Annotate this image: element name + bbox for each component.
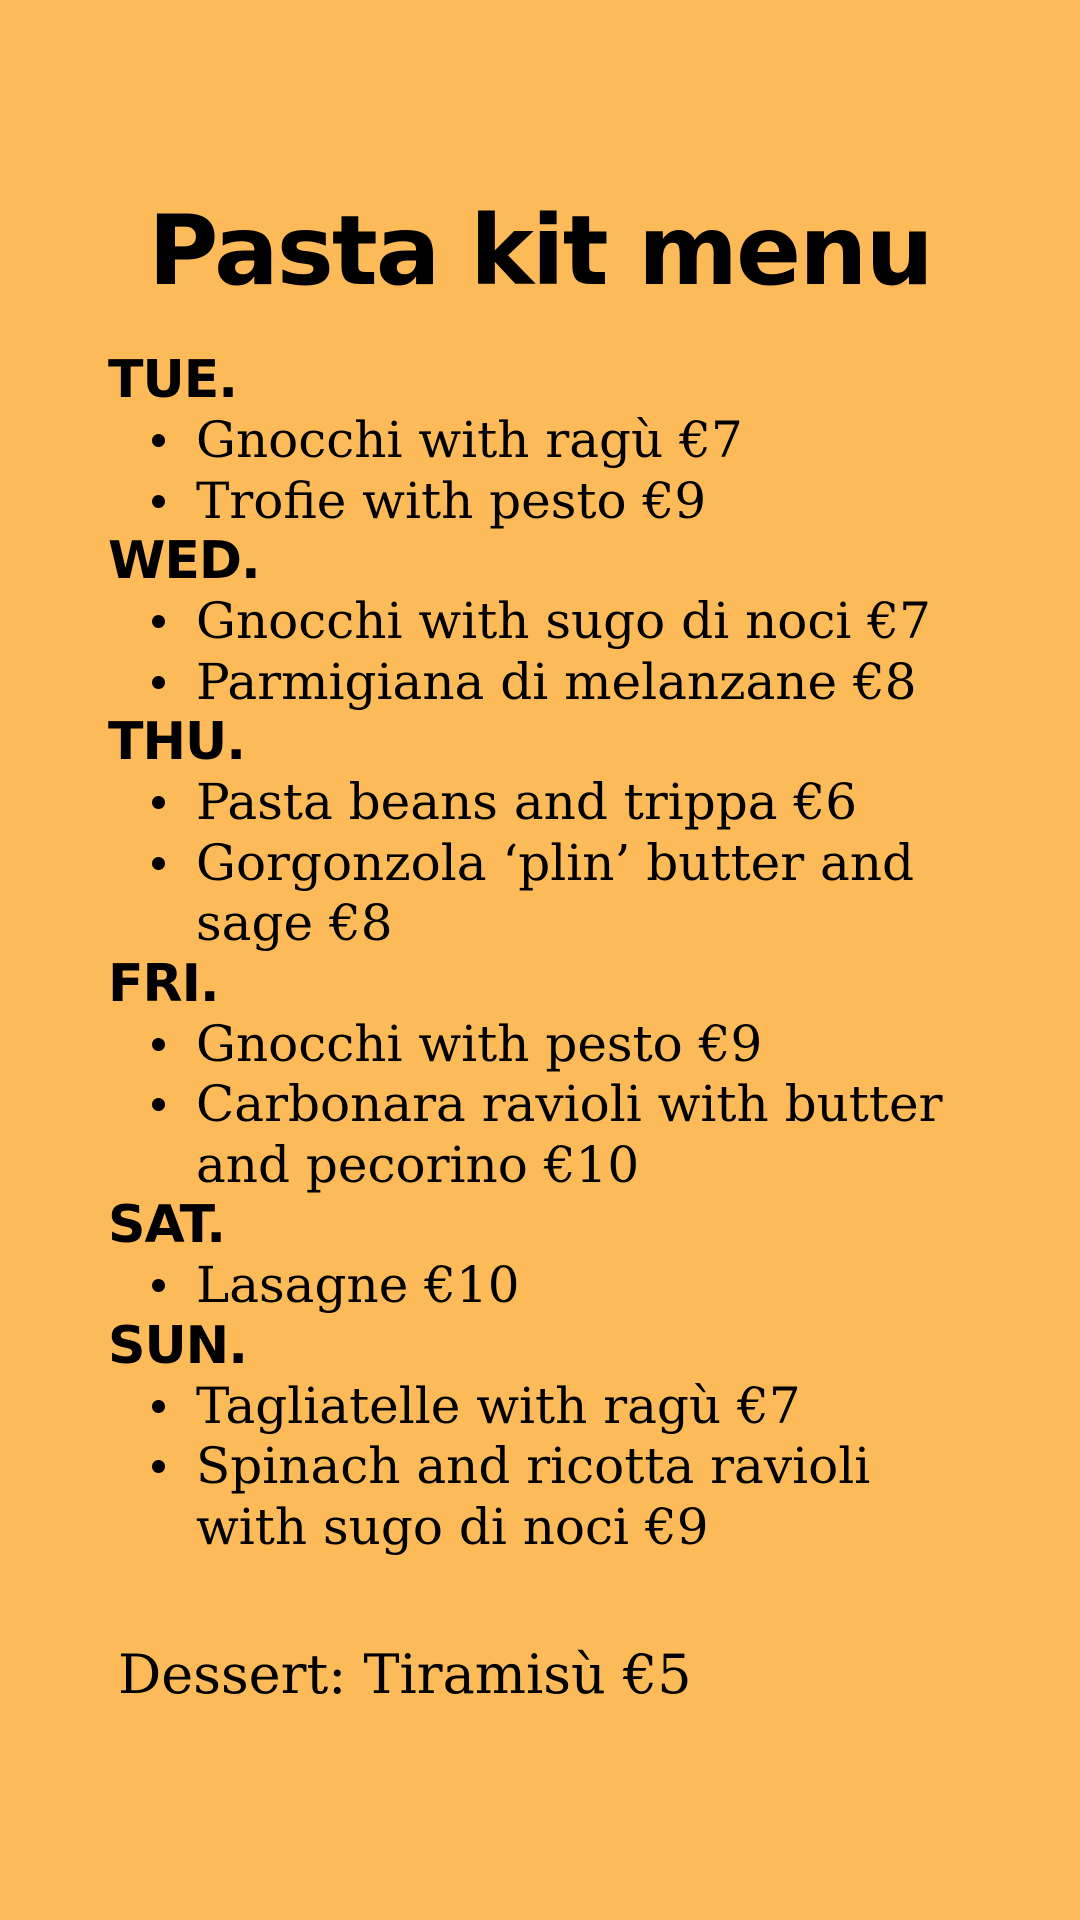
list-item: [108, 833, 988, 954]
day-heading-sun: SUN.: [108, 1315, 247, 1376]
bullet-icon: [152, 1038, 165, 1051]
weekly-menu: [108, 350, 988, 1557]
list-item: [108, 1074, 988, 1195]
day-section-tue: [108, 350, 988, 531]
day-heading-thu: THU.: [108, 712, 245, 772]
bullet-icon: [152, 857, 165, 870]
dish-list-wed: [108, 591, 988, 712]
list-item: [108, 591, 988, 652]
dish-text: Lasagne €10: [196, 1256, 520, 1314]
dish-list-fri: [108, 1014, 988, 1196]
dish-list-thu: [108, 772, 988, 954]
day-section-fri: [108, 954, 988, 1196]
bullet-icon: [152, 495, 165, 508]
bullet-icon: [152, 676, 165, 689]
dish-list-sun: [108, 1376, 988, 1558]
day-section-thu: [108, 712, 988, 954]
bullet-icon: [152, 1400, 165, 1413]
day-heading-tue: TUE.: [108, 350, 237, 410]
dish-list-tue: [108, 410, 988, 531]
day-section-sat: [108, 1195, 988, 1316]
day-heading-wed: WED.: [108, 531, 260, 591]
bullet-icon: [152, 1098, 165, 1111]
day-heading-fri: FRI.: [108, 953, 219, 1014]
dish-text: Gnocchi with sugo di noci €7: [196, 592, 931, 650]
list-item: [108, 1376, 988, 1437]
bullet-icon: [152, 796, 165, 809]
dish-text: Gnocchi with pesto €9: [196, 1014, 763, 1073]
list-item: [108, 1436, 988, 1557]
day-heading-sat: SAT.: [108, 1195, 225, 1255]
list-item: [108, 410, 988, 471]
bullet-icon: [152, 615, 165, 628]
dish-text: Pasta beans and trippa €6: [196, 773, 858, 831]
day-section-wed: [108, 531, 988, 712]
page-title: Pasta kit menu: [148, 195, 932, 307]
dish-text: Tagliatelle with ragù €7: [196, 1376, 801, 1435]
dish-text: Gnocchi with ragù €7: [196, 411, 743, 469]
bullet-icon: [152, 434, 165, 447]
list-item: [108, 471, 988, 532]
dish-text: Gorgonzola ‘plin’ butter and sage €8: [196, 833, 915, 952]
list-item: [108, 1014, 988, 1075]
dish-text: Parmigiana di melanzane €8: [196, 652, 917, 711]
dish-text: Carbonara ravioli with butter and pecorino €10: [196, 1075, 943, 1194]
bullet-icon: [152, 1279, 165, 1292]
dish-text: Trofie with pesto €9: [196, 471, 707, 530]
list-item: [108, 772, 988, 833]
list-item: [108, 1255, 988, 1316]
dessert-line: Dessert: Tiramisù €5: [118, 1643, 692, 1706]
dish-list-sat: [108, 1255, 988, 1316]
day-section-sun: [108, 1316, 988, 1558]
dish-text: Spinach and ricotta ravioli with sugo di noci €9: [196, 1437, 871, 1556]
list-item: [108, 652, 988, 713]
bullet-icon: [152, 1460, 165, 1473]
